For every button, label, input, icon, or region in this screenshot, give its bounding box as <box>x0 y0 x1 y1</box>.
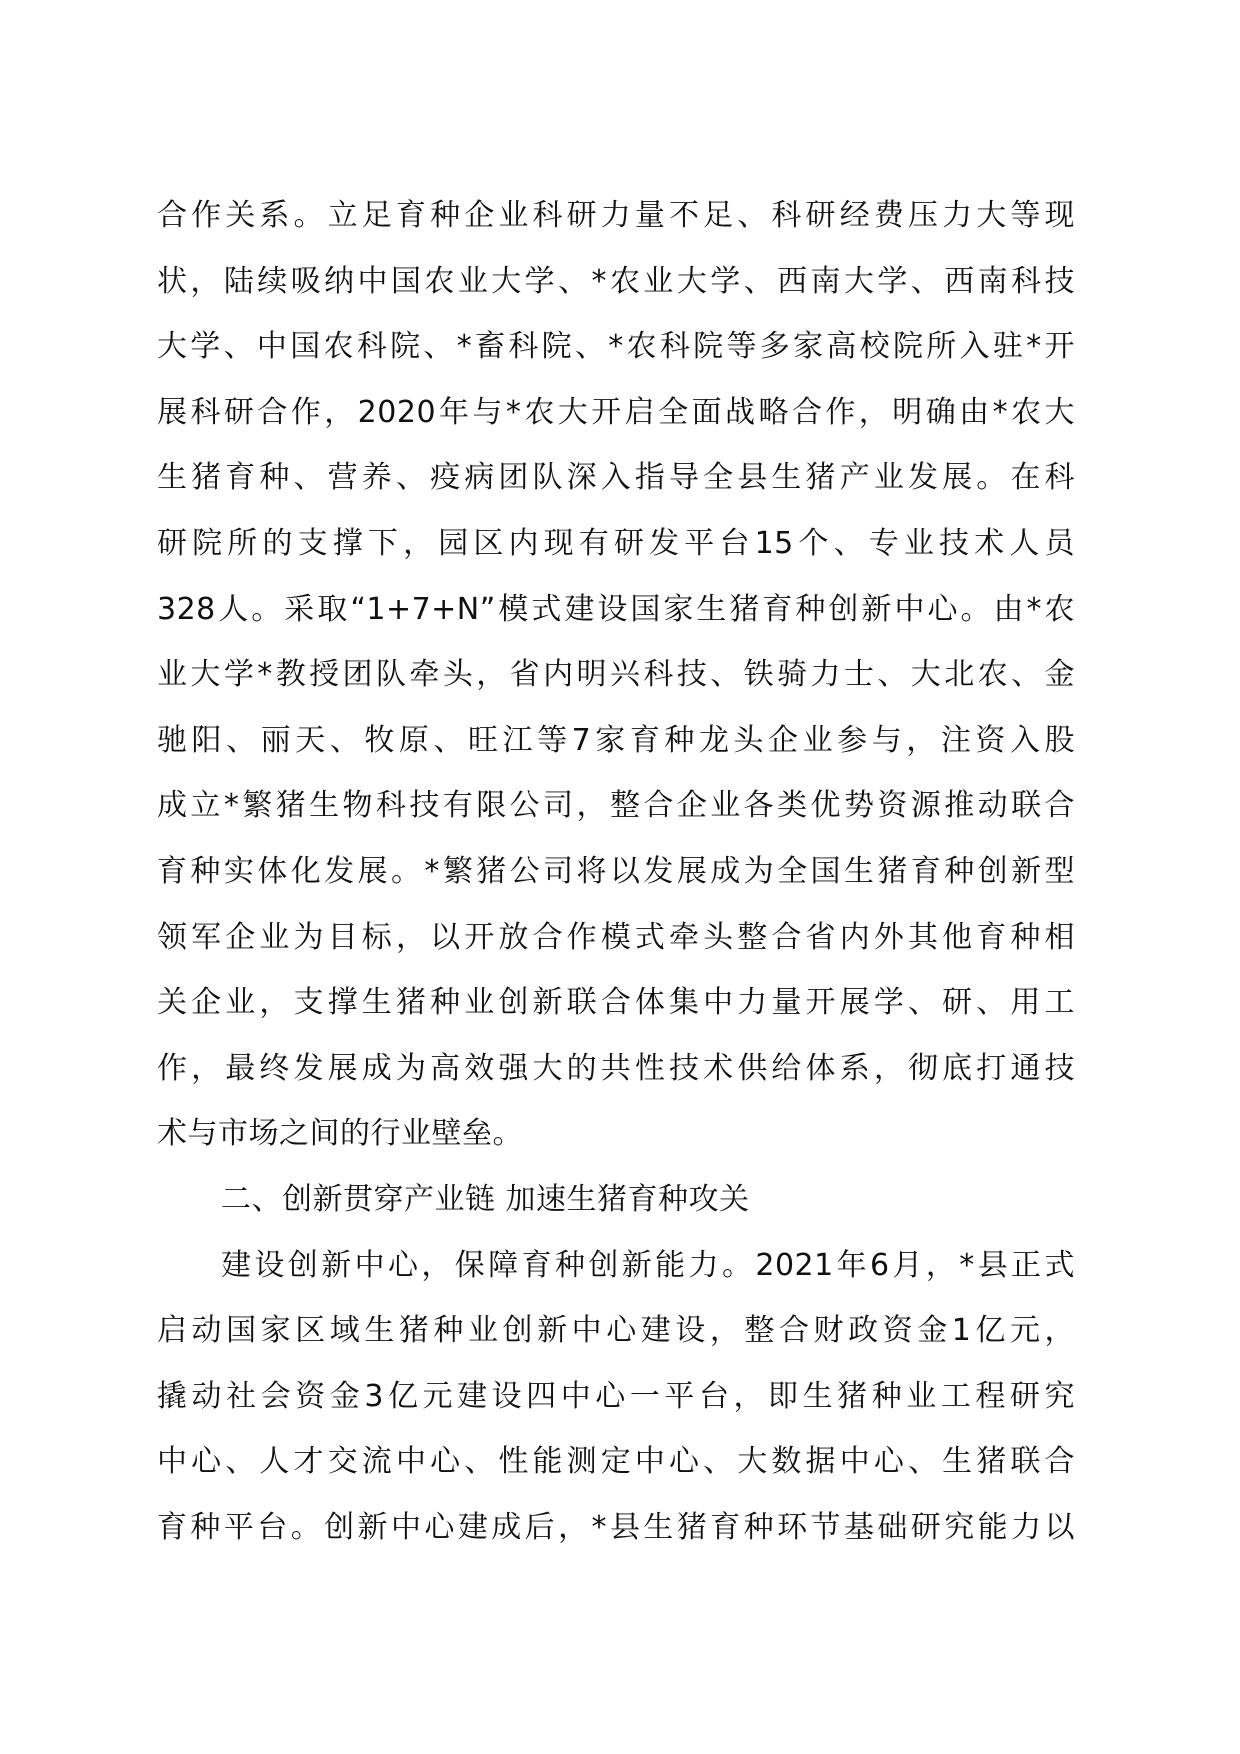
paragraph-line: 合作关系。立足育种企业科研力量不足、科研经费压力大等现 <box>157 198 1075 233</box>
paragraph-line: 成立*繁猪生物科技有限公司，整合企业各类优势资源推动联合 <box>157 788 1075 824</box>
paragraph-line: 研院所的支撑下，园区内现有研发平台15个、专业技术人员 <box>157 525 1075 561</box>
paragraph-line: 状，陆续吸纳中国农业大学、*农业大学、西南大学、西南科技 <box>157 263 1075 299</box>
section-heading: 二、创新贯穿产业链 加速生猪育种攻关 <box>221 1181 750 1217</box>
paragraph-line: 撬动社会资金3亿元建设四中心一平台，即生猪种业工程研究 <box>157 1378 1075 1414</box>
paragraph-line: 关企业，支撑生猪种业创新联合体集中力量开展学、研、用工 <box>157 985 1075 1021</box>
paragraph-line: 育种实体化发展。*繁猪公司将以发展成为全国生猪育种创新型 <box>157 853 1075 889</box>
paragraph-line: 建设创新中心，保障育种创新能力。2021年6月，*县正式 <box>221 1247 1075 1283</box>
paragraph-line: 驰阳、丽天、牧原、旺江等7家育种龙头企业参与，注资入股 <box>157 722 1075 758</box>
paragraph-line: 领军企业为目标，以开放合作模式牵头整合省内外其他育种相 <box>157 919 1075 955</box>
paragraph-line: 育种平台。创新中心建成后，*县生猪育种环节基础研究能力以 <box>157 1509 1075 1545</box>
paragraph-line: 启动国家区域生猪种业创新中心建设，整合财政资金1亿元， <box>157 1313 1075 1349</box>
paragraph-line: 生猪育种、营养、疫病团队深入指导全县生猪产业发展。在科 <box>157 460 1075 496</box>
paragraph-line: 作，最终发展成为高效强大的共性技术供给体系，彻底打通技 <box>157 1050 1075 1086</box>
paragraph-line: 中心、人才交流中心、性能测定中心、大数据中心、生猪联合 <box>157 1444 1075 1480</box>
paragraph-line: 328人。采取“1+7+N”模式建设国家生猪育种创新中心。由*农 <box>157 591 1075 627</box>
paragraph-line: 展科研合作，2020年与*农大开启全面战略合作，明确由*农大 <box>157 394 1075 430</box>
paragraph-line: 业大学*教授团队牵头，省内明兴科技、铁骑力士、大北农、金 <box>157 657 1075 693</box>
paragraph-line: 大学、中国农科院、*畜科院、*农科院等多家高校院所入驻*开 <box>157 329 1075 365</box>
document-body <box>157 183 1075 1560</box>
paragraph-line: 术与市场之间的行业壁垒。 <box>157 1116 523 1152</box>
